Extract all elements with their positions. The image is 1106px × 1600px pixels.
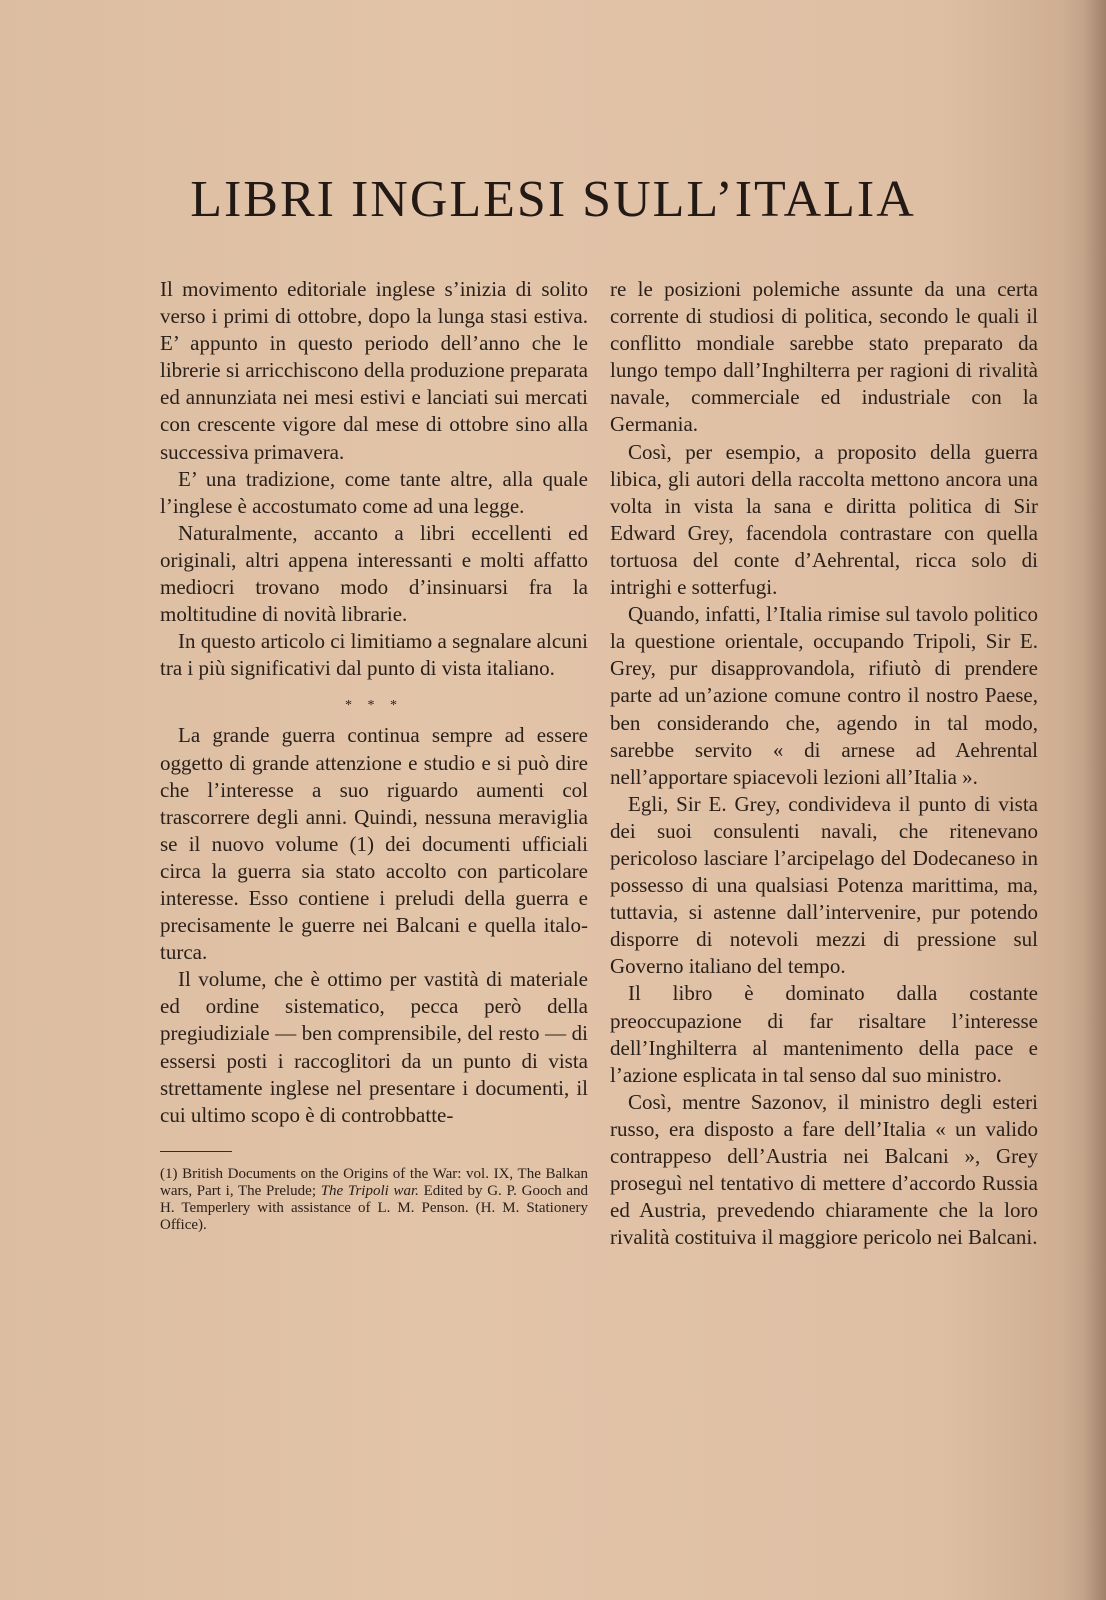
paragraph: Così, per esempio, a proposito della guerra libica, gli autori della raccolta mettono ancora una volta in vista la sana e diritta politica di Sir Edward Grey, facendola contrastare con quella tortuosa del conte d’Aehrental, ricca solo di intrighi e sotterfugi. xyxy=(610,439,1038,600)
paragraph: Il volume, che è ottimo per vastità di materiale ed ordine sistematico, pecca però della pregiudiziale — ben comprensibile, del resto — di essersi posti i raccoglitori da un punto di vista strettamente inglese nel presentare i documenti, il cui ultimo scopo è di controbbatte- xyxy=(160,967,588,1127)
paragraph: re le posizioni polemiche assunte da una certa corrente di studiosi di politica, secondo le quali il conflitto mondiale sarebbe stato preparato da lungo tempo dall’Inghilterra per ragioni di rivalità navale, commerciale ed industriale con la Germania. xyxy=(610,277,1038,437)
footnote-divider xyxy=(160,1151,232,1152)
right-column xyxy=(610,276,1038,1251)
paragraph: Egli, Sir E. Grey, condivideva il punto di vista dei suoi consulenti navali, che ritenevano pericoloso lasciare l’arcipelago del Dodecaneso in possesso di una qualsiasi Potenza marittima, ma, tuttavia, si astenne dall’intervenire, pur potendo disporre di notevoli mezzi di pressione sul Governo italiano del tempo. xyxy=(610,791,1038,979)
paragraph: La grande guerra continua sempre ad essere oggetto di grande attenzione e studio e si può dire che l’interesse a suo riguardo aumenti col trascorrere degli anni. Quindi, nessuna meraviglia se il nuovo volume (1) dei documenti ufficiali circa la guerra sia stato accolto con particolare interesse. Esso contiene i preludi della guerra e precisamente le guerre nei Balcani e quella italo-turca. xyxy=(160,723,588,965)
paragraph: Quando, infatti, l’Italia rimise sul tavolo politico la questione orientale, occupando Tripoli, Sir E. Grey, pur disapprovandola, rifiutò di prendere parte ad un’azione comune contro il nostro Paese, ben considerando che, agendo in tal modo, sarebbe servito « di arnese ad Aehrental nell’apportare spiacevoli lezioni all’Italia ». xyxy=(610,602,1038,789)
section-separator: * * * xyxy=(345,698,403,714)
article-title: LIBRI INGLESI SULL’ITALIA xyxy=(190,171,916,228)
left-column xyxy=(160,276,588,1234)
paragraph: Il movimento editoriale inglese s’inizia di solito verso i primi di ottobre, dopo la lunga stasi estiva. E’ appunto in questo periodo dell’anno che le librerie si arricchiscono della produzione preparata ed annunziata nei mesi estivi e lanciati sui mercati con crescente vigore dal mese di ottobre sino alla successiva primavera. xyxy=(160,277,588,464)
paragraph: In questo articolo ci limitiamo a segnalare alcuni tra i più significativi dal punto di vista italiano. xyxy=(160,629,588,681)
page-edge-shadow xyxy=(1084,0,1106,1600)
footnote-text: Edited by G. P. Gooch and H. Temperlery with assistance of L. M. Penson. (H. M. Stationery Office). xyxy=(160,1182,588,1233)
paragraph: Così, mentre Sazonov, il ministro degli esteri russo, era disposto a fare dell’Italia « un valido contrappeso dell’Austria nei Balcani », Grey proseguì nel tentativo di mettere d’accordo Russia ed Austria, prevedendo chiaramente che la loro rivalità costituiva il maggiore pericolo nei Balcani. xyxy=(610,1089,1038,1250)
footnote xyxy=(160,1166,588,1234)
footnote-text: (1) British Documents on the Origins of the War: vol. IX, The Balkan wars, Part i, The Prelude; xyxy=(160,1165,588,1199)
footnote-italic-title: The Tripoli war. xyxy=(320,1182,419,1199)
paragraph: E’ una tradizione, come tante altre, alla quale l’inglese è accostumato come ad una legge. xyxy=(160,466,588,518)
paragraph: Il libro è dominato dalla costante preoccupazione di far risaltare l’interesse dell’Inghilterra al mantenimento della pace e l’azione esplicata in tal senso dal suo ministro. xyxy=(610,981,1038,1087)
paragraph: Naturalmente, accanto a libri eccellenti ed originali, altri appena interessanti e molti affatto mediocri trovano modo d’insinuarsi fra la moltitudine di novità librarie. xyxy=(160,520,588,627)
